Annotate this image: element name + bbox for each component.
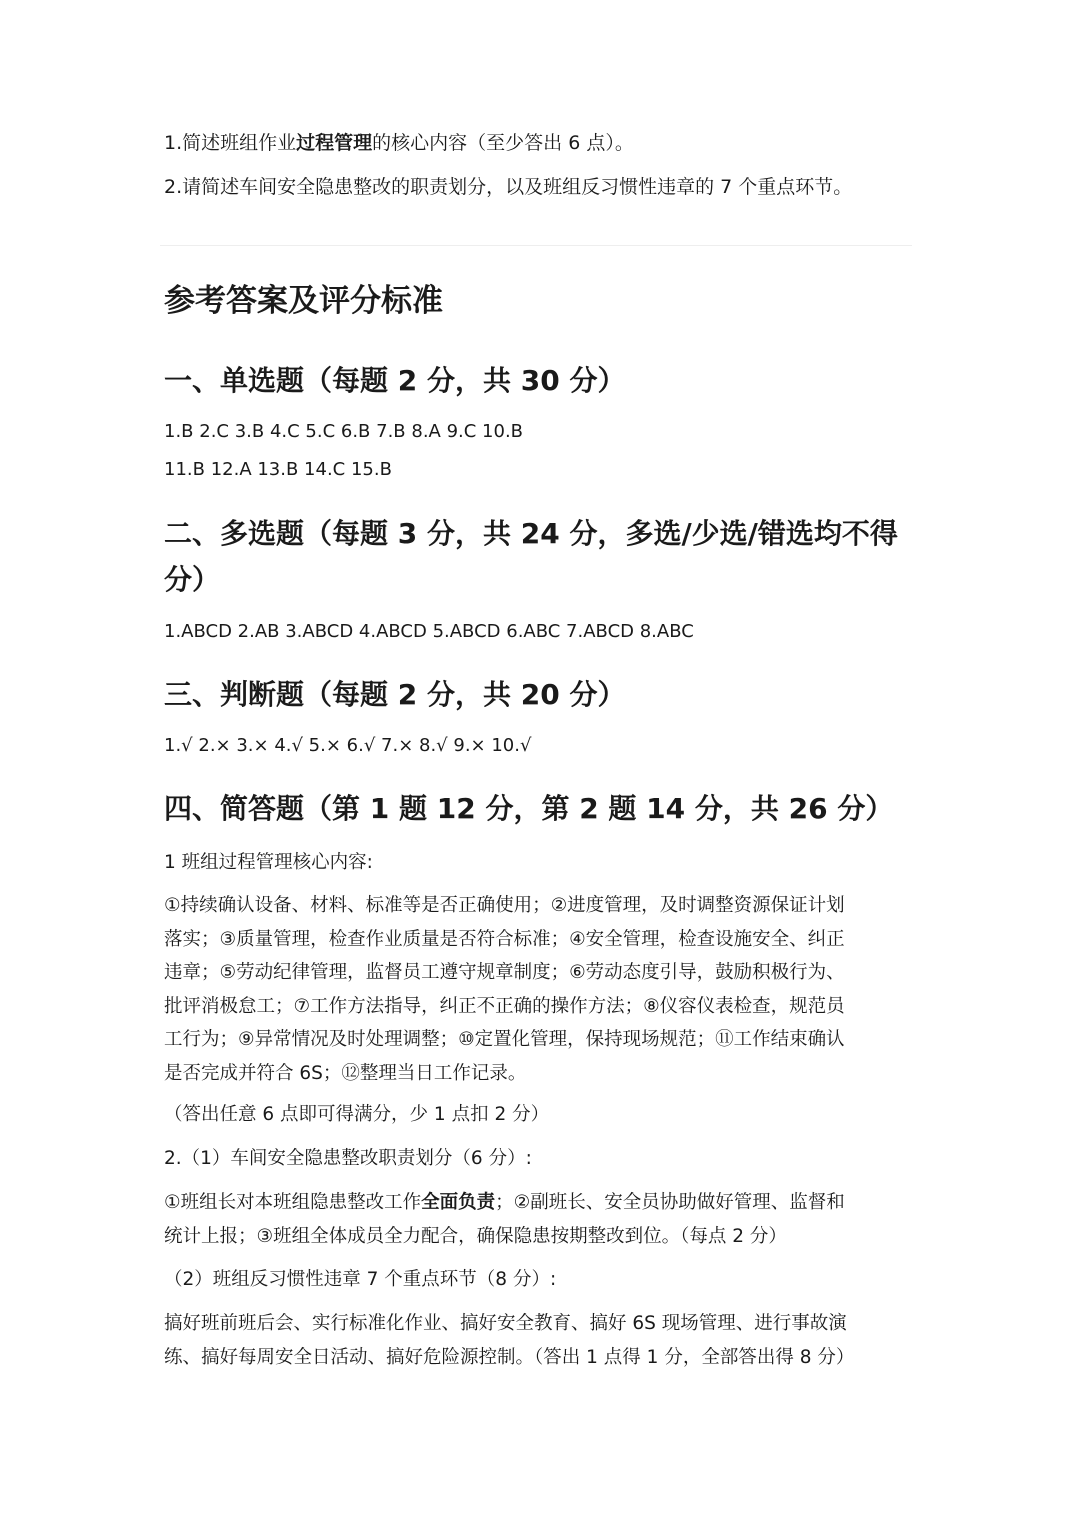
answer-1-line: 违章；⑤劳动纪律管理，监督员工遵守规章制度；⑥劳动态度引导，鼓励积极行为、 [164, 962, 845, 983]
answer-2-part-2-heading: （2）班组反习惯性违章 7 个重点环节（8 分）: [164, 1269, 557, 1290]
section-2-answers-row-1: 1.ABCD 2.AB 3.ABCD 4.ABCD 5.ABCD 6.ABC 7.ABCD 8.ABC [164, 621, 694, 642]
answer-1-line: 落实；③质量管理，检查作业质量是否符合标准；④安全管理，检查设施安全、纠正 [164, 928, 845, 950]
answer-2-part-2-body [164, 1307, 910, 1374]
answer-1-scoring-note: （答出任意 6 点即可得满分，少 1 点扣 2 分） [164, 1104, 550, 1125]
answer-1-line: 工行为；⑨异常情况及时处理调整；⑩定置化管理，保持现场规范；⑪工作结束确认 [164, 1029, 845, 1050]
question-1 [164, 130, 634, 156]
answer-2-part-1-bold: 全面负责 [421, 1192, 496, 1213]
section-1-answers-row-1: 1.B 2.C 3.B 4.C 5.C 6.B 7.B 8.A 9.C 10.B [164, 421, 524, 442]
section-4-title: 四、简答题（第 1 题 12 分，第 2 题 14 分，共 26 分） [164, 792, 894, 825]
answer-2-part-1-body [164, 1186, 910, 1253]
question-1-text: 1.简述班组作业 [164, 132, 297, 154]
answer-2-part-2-line: 练、搞好每周安全日活动、搞好危险源控制。（答出 1 点得 1 分，全部答出得 8 分） [164, 1346, 855, 1368]
answer-1-body [164, 889, 910, 1090]
question-1-bold: 过程管理 [296, 132, 373, 154]
answer-2-part-1-text: ①班组长对本班组隐患整改工作 [164, 1192, 422, 1213]
section-3-answers-row-1: 1.√ 2.× 3.× 4.√ 5.× 6.√ 7.× 8.√ 9.× 10.√ [164, 735, 532, 756]
answer-2-part-1-heading: 2.（1）车间安全隐患整改职责划分（6 分）: [164, 1148, 532, 1169]
answer-2-part-1-line-2: 统计上报；③班组全体成员全力配合，确保隐患按期整改到位。（每点 2 分） [164, 1225, 787, 1247]
answer-2-part-1-line-1 [164, 1186, 910, 1220]
section-2-title-line-1: 二、多选题（每题 3 分，共 24 分，多选/少选/错选均不得 [164, 517, 898, 550]
question-1-text-end: 的核心内容（至少答出 6 点）。 [372, 132, 634, 154]
divider [160, 245, 912, 246]
section-3-title: 三、判断题（每题 2 分，共 20 分） [164, 678, 626, 711]
section-1-title: 一、单选题（每题 2 分，共 30 分） [164, 364, 626, 397]
answer-1-line: 批评消极怠工；⑦工作方法指导，纠正不正确的操作方法；⑧仪容仪表检查，规范员 [164, 995, 845, 1017]
answer-2-part-2-line: 搞好班前班后会、实行标准化作业、搞好安全教育、搞好 6S 现场管理、进行事故演 [164, 1313, 847, 1334]
answer-1-heading: 1 班组过程管理核心内容: [164, 852, 373, 873]
section-2-title-line-2: 分） [164, 563, 221, 596]
answer-2-part-1-text-end: ；②副班长、安全员协助做好管理、监督和 [495, 1192, 845, 1213]
section-1-answers-row-2: 11.B 12.A 13.B 14.C 15.B [164, 459, 392, 480]
question-2: 2.请简述车间安全隐患整改的职责划分，以及班组反习惯性违章的 7 个重点环节。 [164, 176, 853, 198]
answer-1-line: ①持续确认设备、材料、标准等是否正确使用；②进度管理，及时调整资源保证计划 [164, 895, 845, 916]
answer-title: 参考答案及评分标准 [164, 283, 443, 319]
answer-1-line: 是否完成并符合 6S；⑫整理当日工作记录。 [164, 1062, 527, 1084]
